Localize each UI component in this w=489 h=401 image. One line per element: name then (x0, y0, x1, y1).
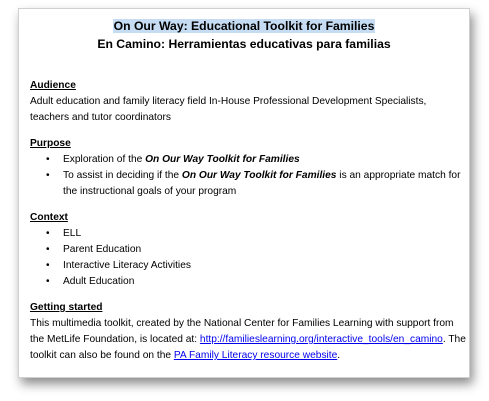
getting-started-heading: Getting started (30, 302, 103, 313)
purpose-item-1-prefix: Exploration of the (63, 154, 146, 165)
purpose-item-2-prefix: To assist in deciding if the (63, 170, 182, 181)
title-text: On Our Way: Educational Toolkit for Families (113, 19, 375, 33)
purpose-item-1-emphasis: On Our Way Toolkit for Families (145, 154, 300, 165)
purpose-item-2-emphasis: On Our Way Toolkit for Families (181, 170, 337, 181)
purpose-list (30, 152, 466, 200)
getting-started-text-2: . The toolkit can also be found on the (30, 334, 466, 361)
document-page (18, 8, 470, 378)
context-item: • ELL (60, 226, 466, 242)
getting-started-text-1: This multimedia toolkit, created by the National Center for Families Learning with support from the MetLife Foundation, is located at: (30, 318, 454, 345)
getting-started-text (30, 316, 466, 364)
audience-text: Adult education and family literacy field In-House Professional Development Specialists, teachers and tutor coordinators (30, 96, 427, 123)
purpose-item-2-suffix: is an appropriate match for the instructional goals of your program (63, 170, 461, 197)
getting-started-text-3: . (337, 350, 341, 361)
purpose-heading: Purpose (30, 138, 71, 149)
purpose-item-2 (60, 168, 466, 200)
document-body (30, 78, 466, 364)
context-heading: Context (30, 212, 68, 223)
document-subtitle: En Camino: Herramientas educativas para familias (97, 37, 391, 51)
audience-heading: Audience (30, 80, 76, 91)
purpose-item-1 (60, 152, 466, 168)
context-list (30, 226, 466, 290)
context-item: • Adult Education (60, 274, 466, 290)
context-item: • Parent Education (60, 242, 466, 258)
context-item: • Interactive Literacy Activities (60, 258, 466, 274)
toolkit-link[interactable]: http://familieslearning.org/interactive_tools/en_camino (199, 334, 443, 345)
document-title (19, 18, 469, 34)
pa-family-literacy-link[interactable]: PA Family Literacy resource website (173, 350, 338, 361)
